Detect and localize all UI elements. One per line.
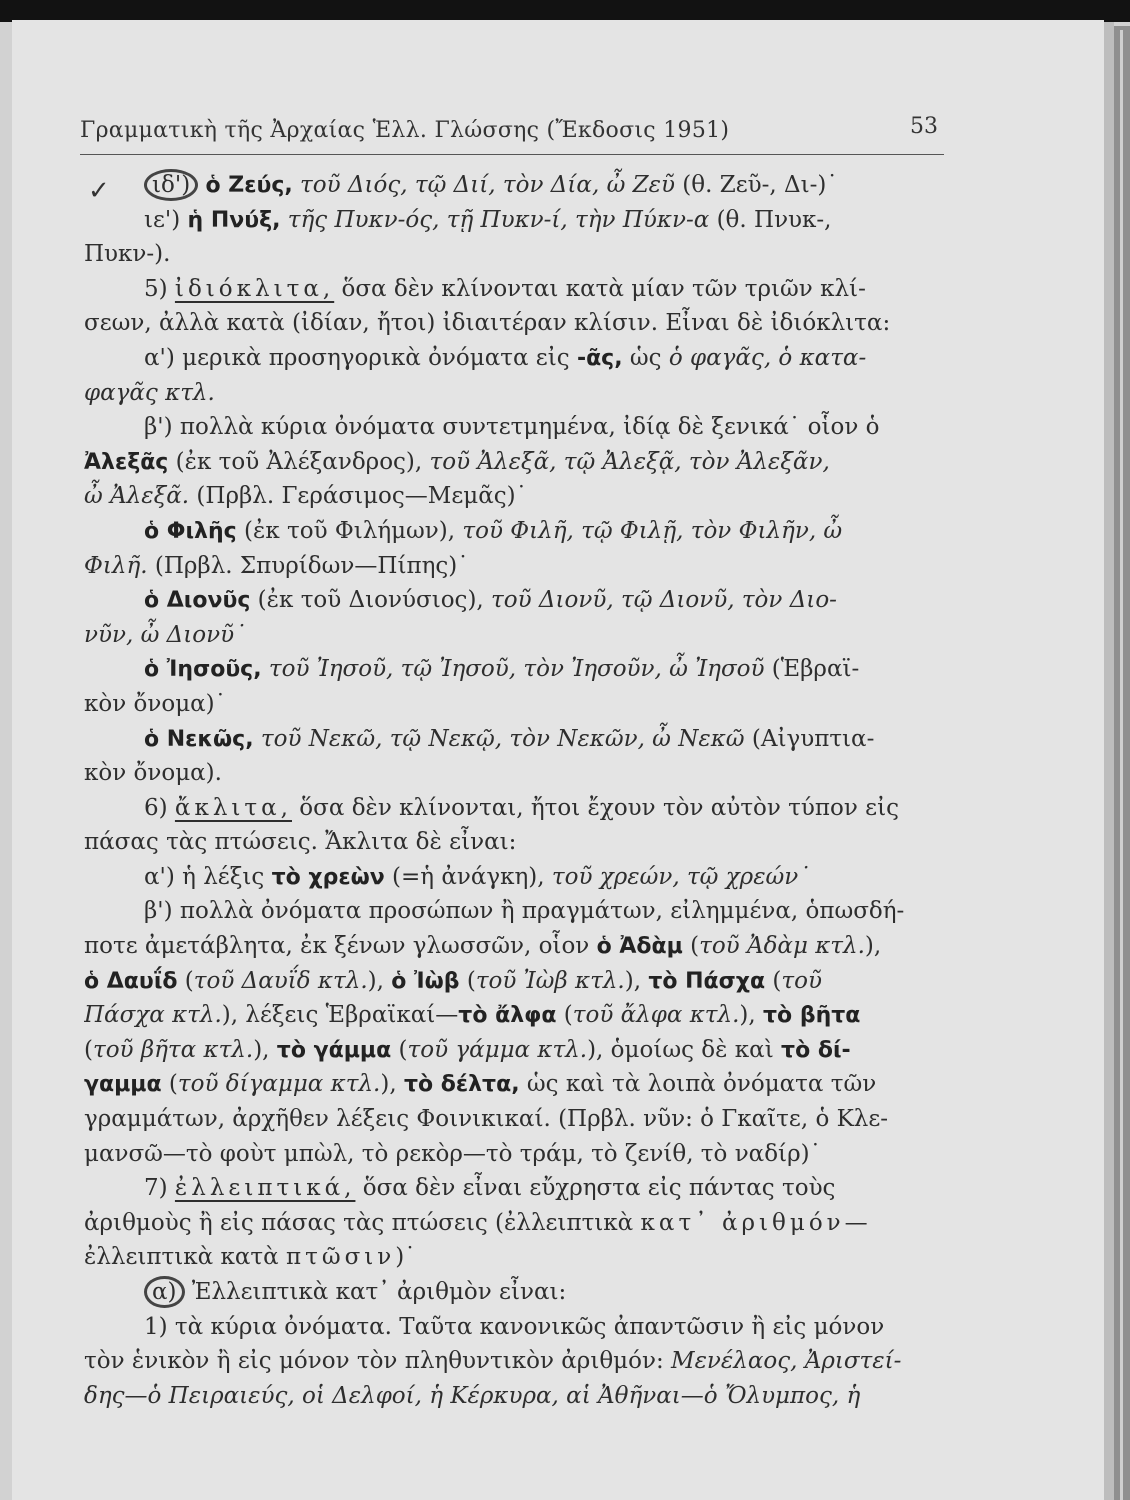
text-segment: 7)	[144, 1175, 175, 1202]
text-segment: (ἐκ τοῦ Ἀλέξανδρος),	[168, 448, 430, 475]
text-line	[84, 1067, 944, 1102]
text-line	[84, 445, 944, 480]
text-segment: τοῦ βῆτα κτλ.	[92, 1036, 254, 1063]
headword: ὁ Ἀδὰμ	[596, 934, 683, 960]
text-segment: —	[844, 1209, 868, 1236]
text-line	[84, 168, 944, 203]
headword: -ᾶς,	[576, 345, 623, 371]
text-segment: )˙	[395, 1244, 416, 1271]
text-line	[84, 1102, 944, 1137]
text-segment: (	[391, 1036, 408, 1063]
page-body-text	[84, 168, 944, 1413]
text-segment: κὸν ὄνομα)˙	[84, 690, 227, 717]
text-segment: τοῦ δίγαμμα κτλ.	[177, 1071, 381, 1098]
text-segment: ἀριθμοὺς ἢ εἰς πάσας τὰς πτώσεις (ἐλλειπτικὰ	[84, 1209, 641, 1236]
text-segment	[254, 726, 261, 752]
text-line	[84, 1310, 944, 1345]
text-segment: ),	[864, 933, 882, 960]
text-segment: β') πολλὰ ὀνόματα προσώπων ἢ πραγμάτων, εἰλημμένα, ὁπωσδή-	[144, 898, 905, 925]
text-line	[84, 1206, 944, 1241]
text-line	[84, 410, 944, 445]
headword: τὸ δέλτα,	[403, 1072, 520, 1098]
text-line	[84, 652, 944, 687]
text-segment: τοῦ χρεών, τῷ χρεών˙	[551, 863, 810, 890]
text-segment: ὡς καὶ τὰ λοιπὰ ὀνόματα τῶν	[519, 1071, 877, 1098]
text-segment: ),	[624, 967, 649, 994]
check-mark-icon: ✓	[88, 176, 110, 206]
text-segment: τοῦ Διονῦ, τῷ Διονῦ, τὸν Διο-	[491, 587, 837, 614]
text-segment: τοῦ Ἀλεξᾶ, τῷ Ἀλεξᾷ, τὸν Ἀλεξᾶν,	[429, 448, 830, 475]
text-line	[84, 272, 944, 307]
text-segment: (=ἡ ἀνάγκη),	[384, 863, 552, 890]
text-segment: Πυκν-).	[84, 241, 171, 268]
headword: τὸ Πάσχα	[648, 968, 766, 994]
text-segment: (	[177, 967, 194, 994]
text-line	[84, 1275, 944, 1310]
text-line	[84, 618, 944, 653]
text-segment: τοῦ	[781, 967, 822, 994]
text-line	[84, 479, 944, 514]
headword: Ἀλεξᾶς	[84, 449, 169, 475]
text-line	[84, 722, 944, 757]
text-segment: ποτε ἀμετάβλητα, ἐκ ξένων γλωσσῶν, οἷον	[84, 933, 597, 960]
text-segment: τοῦ Φιλῆ, τῷ Φιλῇ, τὸν Φιλῆν, ὦ	[462, 517, 843, 544]
text-line	[84, 1379, 944, 1414]
text-segment: (θ. Πνυκ-,	[709, 206, 832, 233]
circled-marker: α)	[144, 1276, 185, 1308]
text-segment: μανσῶ—τὸ φοὺτ μπὼλ, τὸ ρεκὸρ—τὸ τράμ, τὸ ζενίθ, τὸ ναδίρ)˙	[84, 1140, 822, 1167]
text-line	[84, 1137, 944, 1172]
text-segment: (	[459, 967, 476, 994]
text-segment: (	[682, 933, 700, 960]
text-segment: ὡς	[622, 344, 669, 371]
page-number: 53	[910, 114, 938, 139]
text-segment: ἐλλειπτικά,	[174, 1175, 356, 1202]
text-line	[84, 860, 944, 895]
text-segment: (Πρβλ. Γεράσιμος—Μεμᾶς)˙	[189, 483, 528, 510]
headword: ὁ Διονῦς	[144, 588, 251, 614]
text-segment: ὅσα δὲν εἶναι εὔχρηστα εἰς πάντας τοὺς	[355, 1175, 836, 1202]
scan-top-border	[0, 0, 1130, 22]
text-segment: τοῦ Ἰησοῦ, τῷ Ἰησοῦ, τὸν Ἰησοῦν, ὦ Ἰησοῦ	[268, 656, 765, 683]
headword: τὸ χρεὼν	[271, 864, 385, 890]
text-line	[84, 1240, 944, 1275]
text-line	[84, 203, 944, 238]
text-segment: α') ἡ λέξις	[144, 863, 272, 890]
headword: τὸ γάμμα	[276, 1037, 392, 1063]
text-segment: ),	[739, 1002, 764, 1029]
text-segment: 6)	[144, 794, 175, 821]
page-edge	[1104, 22, 1114, 1500]
text-segment: νῦν, ὦ Διονῦ˙	[84, 621, 246, 648]
page-edge-highlight	[1120, 30, 1123, 1500]
headword: ὁ Δαυΐδ	[84, 968, 178, 994]
text-line	[84, 549, 944, 584]
text-segment: (ἐκ τοῦ Διονύσιος),	[250, 587, 492, 614]
headword: ὁ Ἰὼβ	[391, 968, 460, 994]
text-segment: (	[84, 1036, 93, 1063]
text-segment: (	[556, 1002, 573, 1029]
text-segment	[262, 656, 269, 682]
text-segment: κατ᾽ ἀριθμόν	[640, 1209, 845, 1236]
headword: τὸ ἄλφα	[458, 1003, 557, 1029]
text-segment: τοῦ Ἀδὰμ κτλ.	[699, 933, 865, 960]
headword: ὁ Ἰησοῦς,	[144, 657, 262, 683]
text-line	[84, 687, 944, 722]
text-segment: ὅσα δὲν κλίνονται κατὰ μίαν τῶν τριῶν κλί-	[334, 275, 866, 302]
header-title: Γραμματικὴ τῆς Ἀρχαίας Ἑλλ. Γλώσσης (Ἔκδοσις 1951)	[80, 118, 730, 143]
text-line	[84, 825, 944, 860]
text-line	[84, 376, 944, 411]
text-line	[84, 756, 944, 791]
text-segment: ὅσα δὲν κλίνονται, ἤτοι ἔχουν τὸν αὐτὸν τύπον εἰς	[292, 794, 899, 821]
text-segment: ),	[367, 967, 392, 994]
text-segment: πτῶσιν	[285, 1244, 396, 1271]
headword: ὁ Φιλῆς	[144, 518, 237, 544]
text-segment: φαγᾶς κτλ.	[84, 379, 215, 406]
text-line	[84, 1344, 944, 1379]
text-segment: δης—ὁ Πειραιεύς, οἱ Δελφοί, ἡ Κέρκυρα, αἱ Ἀθῆναι—ὁ Ὄλυμπος, ἡ	[84, 1382, 861, 1409]
text-segment: (Αἰγυπτια-	[744, 725, 875, 752]
text-segment: τοῦ Διός, τῷ Διί, τὸν Δία, ὦ Ζεῦ	[300, 172, 675, 198]
text-segment: ἰδιόκλιτα,	[174, 275, 335, 302]
text-segment: (	[161, 1071, 178, 1098]
circled-marker: ιδ')	[144, 169, 198, 201]
text-line	[84, 1033, 944, 1068]
text-segment	[280, 207, 287, 233]
text-segment: ιε')	[144, 206, 188, 233]
text-segment: τοῦ Δαυΐδ κτλ.	[193, 967, 368, 994]
text-line	[84, 894, 944, 929]
text-line	[84, 998, 944, 1033]
text-segment: (ἐκ τοῦ Φιλήμων),	[236, 517, 463, 544]
text-segment: τῆς Πυκν-ός, τῇ Πυκν-ί, τὴν Πύκν-α	[287, 206, 710, 233]
headword: ὁ Νεκῶς,	[144, 726, 254, 752]
text-segment: τοῦ ἄλφα κτλ.	[572, 1002, 740, 1029]
text-segment: τὸν ἑνικὸν ἢ εἰς μόνον τὸν πληθυντικὸν ἀριθμόν:	[84, 1348, 672, 1375]
text-segment: ἄκλιτα,	[174, 794, 292, 821]
text-segment: πάσας τὰς πτώσεις. Ἄκλιτα δὲ εἶναι:	[84, 829, 517, 856]
text-line	[84, 306, 944, 341]
text-line	[84, 514, 944, 549]
text-segment: Πάσχα κτλ.	[84, 1002, 222, 1029]
text-line	[84, 583, 944, 618]
text-segment: (	[765, 967, 782, 994]
text-segment: (θ. Ζεῦ-, Δι-)˙	[674, 172, 838, 198]
text-line	[84, 1171, 944, 1206]
headword: τὸ βῆτα	[763, 1003, 861, 1029]
text-segment: τοῦ Νεκῶ, τῷ Νεκῷ, τὸν Νεκῶν, ὦ Νεκῶ	[260, 725, 745, 752]
text-line	[84, 929, 944, 964]
text-segment: α') μερικὰ προσηγορικὰ ὀνόματα εἰς	[144, 344, 577, 371]
text-segment: σεων, ἀλλὰ κατὰ (ἰδίαν, ἤτοι) ἰδιαιτέραν κλίσιν. Εἶναι δὲ ἰδιόκλιτα:	[84, 310, 891, 337]
text-line	[84, 237, 944, 272]
text-line	[84, 791, 944, 826]
text-segment: ), λέξεις Ἑβραϊκαί—	[221, 1002, 459, 1029]
text-segment: ),	[380, 1071, 404, 1098]
text-segment: κὸν ὄνομα).	[84, 760, 222, 787]
headword: γαμμα	[84, 1072, 162, 1098]
text-segment: Ἐλλειπτικὰ κατ᾽ ἀριθμὸν εἶναι:	[191, 1279, 567, 1305]
text-segment: γραμμάτων, ἀρχῆθεν λέξεις Φοινικικαί. (Πρβλ. νῦν: ὁ Γκαῖτε, ὁ Κλε-	[84, 1106, 889, 1133]
headword: ἡ Πνύξ,	[187, 207, 281, 233]
headword: ὁ Ζεύς,	[205, 173, 293, 198]
text-segment: Φιλῆ.	[84, 552, 148, 579]
text-segment: ),	[253, 1036, 277, 1063]
running-header	[80, 114, 944, 155]
text-line	[84, 341, 944, 376]
text-segment: ἐλλειπτικὰ κατὰ	[84, 1244, 286, 1271]
text-segment: (Ἑβραϊ-	[764, 656, 860, 683]
text-segment: (Πρβλ. Σπυρίδων—Πίπης)˙	[147, 552, 469, 579]
text-segment: ), ὁμοίως δὲ καὶ	[587, 1036, 782, 1063]
text-line	[84, 964, 944, 999]
text-segment	[293, 172, 300, 198]
text-segment: τοῦ γάμμα κτλ.	[407, 1036, 588, 1063]
headword: τὸ δί-	[781, 1037, 851, 1063]
text-segment: ὦ Ἀλεξᾶ.	[84, 483, 190, 510]
text-segment: 1) τὰ κύρια ὀνόματα. Ταῦτα κανονικῶς ἀπαντῶσιν ἢ εἰς μόνον	[144, 1313, 885, 1340]
text-segment: β') πολλὰ κύρια ὀνόματα συντετμημένα, ἰδίᾳ δὲ ξενικά˙ οἷον ὁ	[144, 414, 880, 441]
text-segment: ὁ φαγᾶς, ὁ κατα-	[668, 344, 867, 371]
text-segment: 5)	[144, 275, 175, 302]
text-segment: Μενέλαος, Ἀριστεί-	[671, 1348, 902, 1375]
text-segment: τοῦ Ἰὼβ κτλ.	[475, 967, 625, 994]
